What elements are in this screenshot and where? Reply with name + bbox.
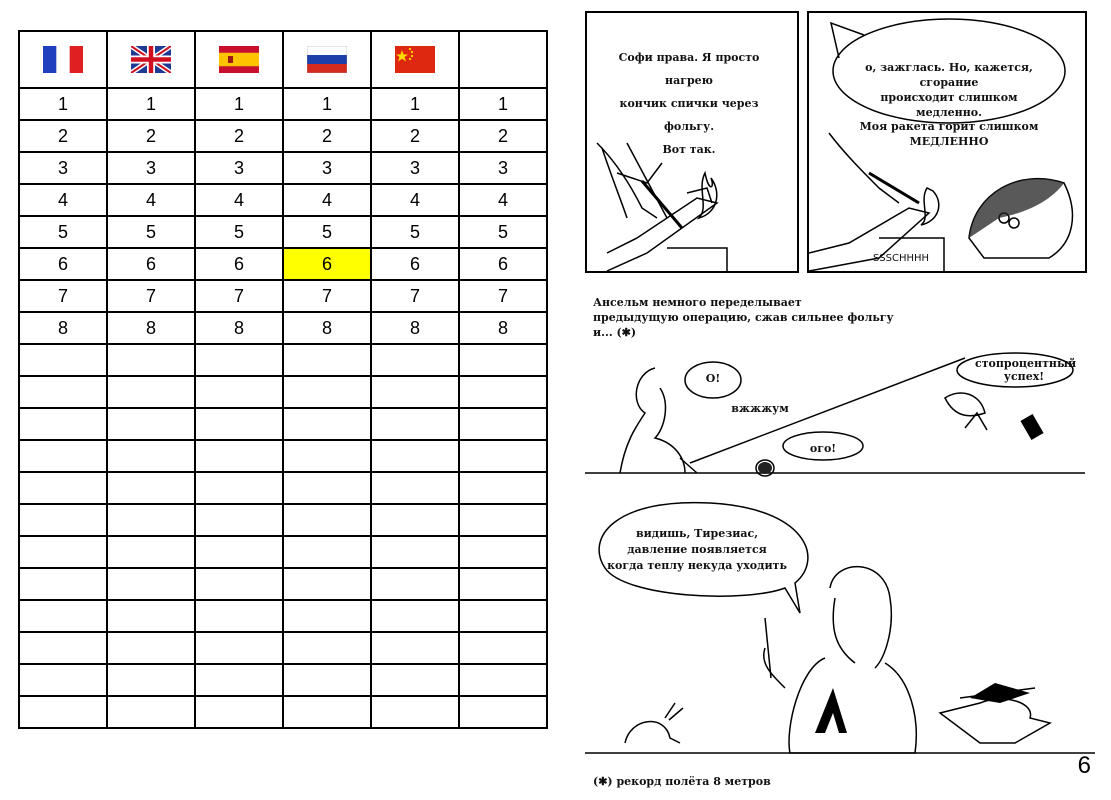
table-cell (459, 632, 547, 664)
table-cell: 8 (195, 312, 283, 344)
table-row (19, 696, 547, 728)
table-row (19, 120, 547, 152)
table-cell (371, 568, 459, 600)
table-cell (19, 440, 107, 472)
table-cell: 3 (283, 152, 371, 184)
table-cell (459, 600, 547, 632)
table-cell: 6 (459, 248, 547, 280)
table-cell: 4 (19, 184, 107, 216)
table-cell: 5 (19, 216, 107, 248)
header-cell-russia (283, 31, 371, 88)
table-cell (283, 408, 371, 440)
table-cell: 7 (283, 280, 371, 312)
table-cell: 7 (107, 280, 195, 312)
table-cell: 4 (107, 184, 195, 216)
table-cell (459, 376, 547, 408)
table-cell (371, 344, 459, 376)
table-cell (459, 504, 547, 536)
table-row (19, 216, 547, 248)
table-cell (195, 632, 283, 664)
table-cell: 2 (19, 120, 107, 152)
comic-page (585, 8, 1095, 793)
table-cell: 2 (459, 120, 547, 152)
comic-panel-2 (807, 11, 1087, 273)
table-cell (195, 600, 283, 632)
table-cell (19, 344, 107, 376)
table-cell: 8 (107, 312, 195, 344)
table-cell (107, 440, 195, 472)
table-cell (283, 472, 371, 504)
panel-2-speech: о, зажглась. Но, кажется, сгорание происходит слишком медленно. Моя ракета горит слишком МЕДЛЕННО (859, 61, 1039, 149)
flag-header-row (19, 31, 547, 88)
table-cell (19, 536, 107, 568)
table-cell (283, 664, 371, 696)
table-cell: 1 (283, 88, 371, 120)
table-row (19, 248, 547, 280)
table-cell (459, 344, 547, 376)
table-cell (195, 408, 283, 440)
table-cell: 3 (459, 152, 547, 184)
table-cell (459, 408, 547, 440)
middle-caption: Ансельм немного переделывает предыдущую операцию, сжав сильнее фольгу и... (✱) (593, 296, 894, 339)
panel-2-sfx: SSSCHHHH (872, 253, 930, 264)
table-cell (459, 664, 547, 696)
united-kingdom-flag-icon (131, 46, 171, 73)
table-cell: 6 (371, 248, 459, 280)
table-cell (19, 568, 107, 600)
table-cell (107, 600, 195, 632)
table-row (19, 600, 547, 632)
table-cell: 6 (107, 248, 195, 280)
table-cell (107, 632, 195, 664)
table-cell (19, 600, 107, 632)
table-cell: 3 (19, 152, 107, 184)
table-cell (283, 344, 371, 376)
table-cell (459, 568, 547, 600)
table-cell (107, 664, 195, 696)
table-cell (107, 344, 195, 376)
table-cell (19, 472, 107, 504)
table-cell (19, 504, 107, 536)
table-row (19, 440, 547, 472)
table-cell: 6 (195, 248, 283, 280)
table-cell (19, 408, 107, 440)
table-row (19, 472, 547, 504)
table-cell: 4 (283, 184, 371, 216)
table-cell (107, 472, 195, 504)
table-cell (195, 504, 283, 536)
table-cell: 6 (283, 248, 371, 280)
table-cell (107, 408, 195, 440)
table-cell (371, 440, 459, 472)
table-cell (195, 696, 283, 728)
table-cell: 8 (371, 312, 459, 344)
table-cell (19, 632, 107, 664)
table-cell: 1 (459, 88, 547, 120)
table-cell: 3 (371, 152, 459, 184)
table-cell (459, 536, 547, 568)
header-cell-empty (459, 31, 547, 88)
table-cell: 5 (283, 216, 371, 248)
table-cell: 1 (195, 88, 283, 120)
table-cell: 1 (371, 88, 459, 120)
table-cell: 5 (459, 216, 547, 248)
table-row (19, 312, 547, 344)
table-row (19, 504, 547, 536)
bubble-success: стопроцентный успех! (975, 357, 1077, 384)
table-cell: 8 (19, 312, 107, 344)
table-cell (107, 568, 195, 600)
table-cell: 5 (195, 216, 283, 248)
table-cell: 1 (19, 88, 107, 120)
table-row (19, 632, 547, 664)
table-row (19, 376, 547, 408)
table-cell (107, 536, 195, 568)
table-cell (19, 696, 107, 728)
table-cell (195, 376, 283, 408)
table-cell: 4 (195, 184, 283, 216)
table-cell: 8 (283, 312, 371, 344)
bubble-ogo: ого! (809, 442, 837, 455)
table-cell: 1 (107, 88, 195, 120)
table-cell: 2 (283, 120, 371, 152)
table-row (19, 344, 547, 376)
table-row (19, 280, 547, 312)
table-cell (371, 600, 459, 632)
table-cell (195, 472, 283, 504)
table-cell: 7 (371, 280, 459, 312)
table-cell: 5 (371, 216, 459, 248)
table-cell: 3 (107, 152, 195, 184)
number-table (18, 30, 548, 729)
table-cell (459, 472, 547, 504)
table-cell (283, 600, 371, 632)
footnote: (✱) рекорд полёта 8 метров (593, 775, 771, 788)
bubble-o: О! (705, 372, 721, 385)
table-cell (371, 632, 459, 664)
table-cell: 8 (459, 312, 547, 344)
table-cell (107, 696, 195, 728)
bubble-teiresias: видишь, Тирезиас, давление появляется когда теплу некуда уходить (607, 527, 787, 572)
header-cell-china (371, 31, 459, 88)
table-row (19, 88, 547, 120)
russia-flag-icon (307, 46, 347, 73)
table-cell (371, 472, 459, 504)
table-cell (371, 376, 459, 408)
table-cell: 4 (371, 184, 459, 216)
table-cell: 7 (195, 280, 283, 312)
france-flag-icon (43, 46, 83, 73)
table-row (19, 536, 547, 568)
table-row (19, 184, 547, 216)
sfx-whoosh: вжжжум (731, 402, 789, 415)
table-cell (371, 696, 459, 728)
table-row (19, 152, 547, 184)
table-cell (107, 376, 195, 408)
table-cell (283, 632, 371, 664)
table-row (19, 408, 547, 440)
table-cell: 7 (459, 280, 547, 312)
table-cell (283, 440, 371, 472)
table-cell (107, 504, 195, 536)
table-cell: 2 (371, 120, 459, 152)
table-cell: 2 (195, 120, 283, 152)
table-cell (19, 664, 107, 696)
table-cell: 5 (107, 216, 195, 248)
table-cell (371, 408, 459, 440)
header-cell-spain (195, 31, 283, 88)
table-cell: 2 (107, 120, 195, 152)
table-cell (283, 568, 371, 600)
table-cell (195, 440, 283, 472)
page-number: 6 (1077, 752, 1091, 779)
table-cell (19, 376, 107, 408)
table-cell: 3 (195, 152, 283, 184)
header-cell-united-kingdom (107, 31, 195, 88)
table-cell (371, 536, 459, 568)
table-cell (371, 664, 459, 696)
table-cell: 4 (459, 184, 547, 216)
spain-flag-icon (219, 46, 259, 73)
table-cell (195, 568, 283, 600)
header-cell-france (19, 31, 107, 88)
table-cell (283, 536, 371, 568)
table-row (19, 568, 547, 600)
comic-panel-1 (585, 11, 799, 273)
table-cell (459, 696, 547, 728)
table-cell (459, 440, 547, 472)
table-cell (283, 504, 371, 536)
table-cell: 7 (19, 280, 107, 312)
table-cell: 6 (19, 248, 107, 280)
table-cell (371, 504, 459, 536)
table-cell (195, 664, 283, 696)
table-row (19, 664, 547, 696)
table-cell (195, 536, 283, 568)
panel-1-speech: Софи права. Я просто нагрею кончик спички через фольгу. Вот так. (618, 51, 760, 157)
china-flag-icon (395, 46, 435, 73)
table-cell (283, 696, 371, 728)
table-cell (195, 344, 283, 376)
table-cell (283, 376, 371, 408)
